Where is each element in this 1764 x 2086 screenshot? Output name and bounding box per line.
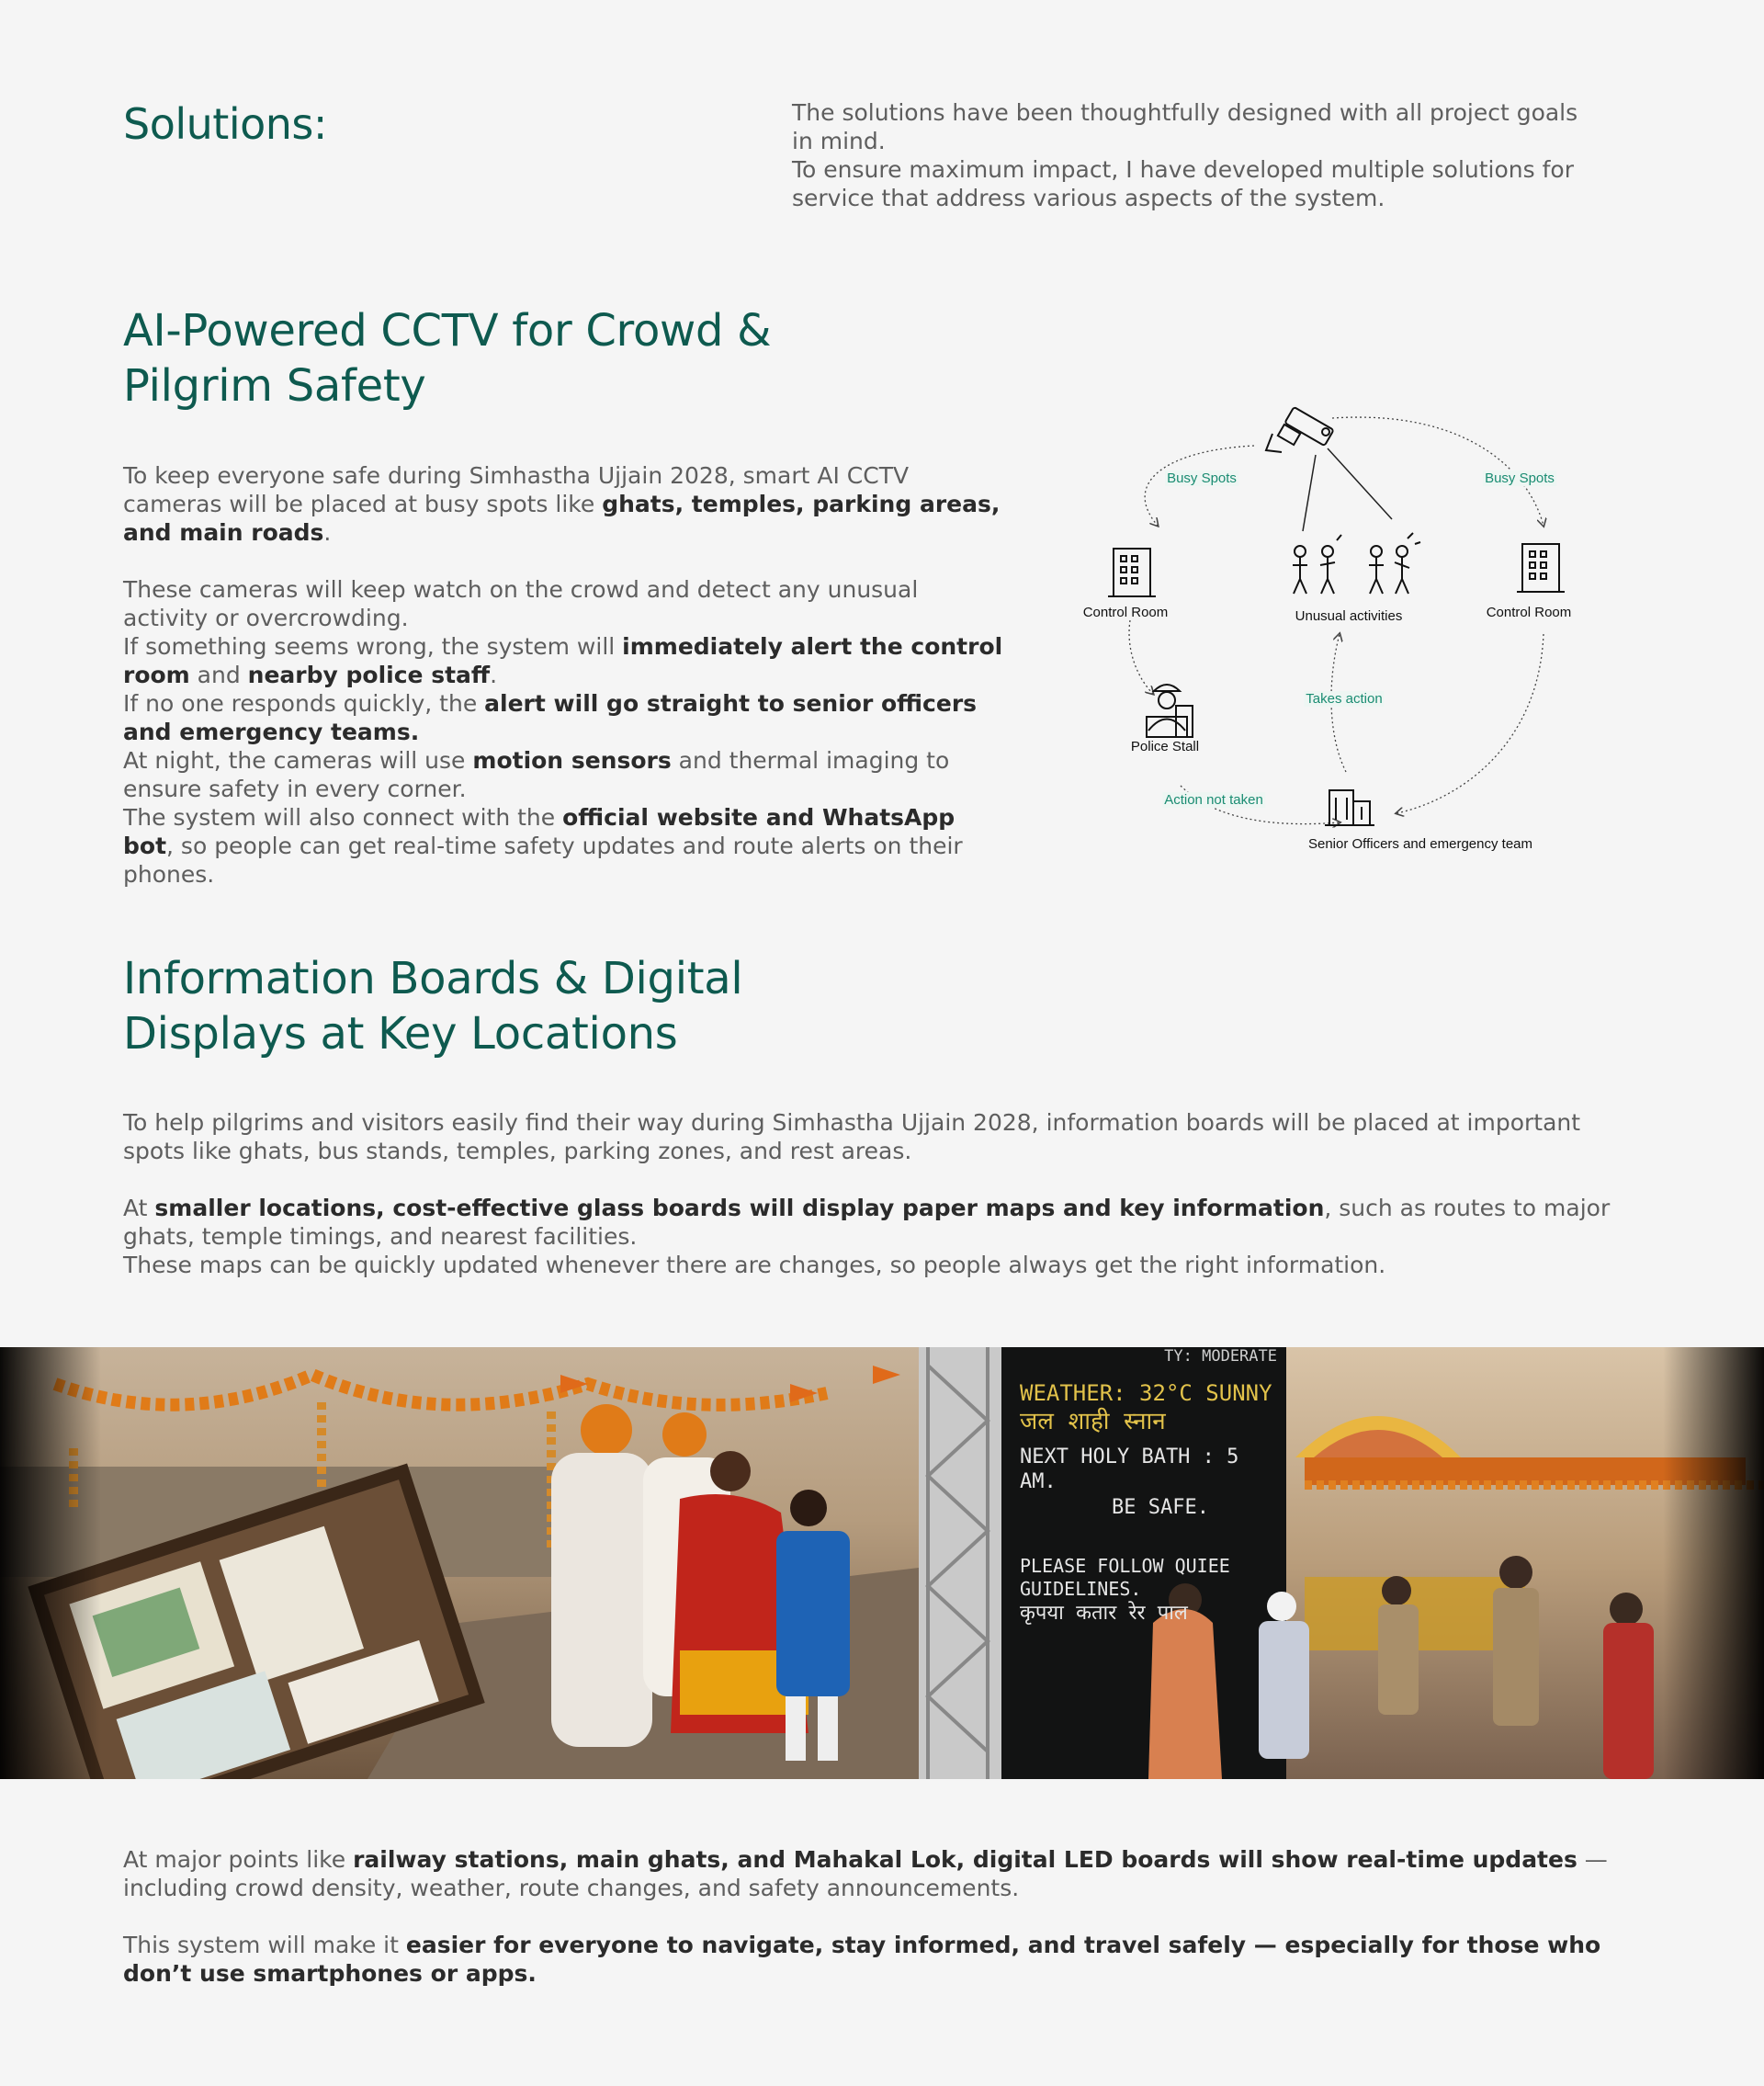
boards-paragraph: To help pilgrims and visitors easily find their way during Simhastha Ujjain 2028, information boards will be placed at important spots like ghats, bus stands, temples, parking zones, and rest areas.: [123, 1109, 1581, 1164]
cctv-paragraph: If no one responds quickly, the alert will go straight to senior officers and emergency teams.: [123, 690, 978, 745]
cctv-heading: AI-Powered CCTV for Crowd & Pilgrim Safety: [123, 305, 772, 412]
cctv-camera-icon: [1266, 407, 1334, 452]
takes-action-label: Takes action: [1306, 691, 1383, 707]
led-line: NEXT HOLY BATH : 5 AM.: [1020, 1445, 1239, 1494]
led-line: TY: MODERATE: [1164, 1347, 1277, 1366]
control-room-right-label: Control Room: [1486, 605, 1572, 620]
cctv-paragraph: At night, the cameras will use motion sensors and thermal imaging to ensure safety in every corner.: [123, 747, 950, 802]
boards-body: [123, 1108, 1648, 1279]
led-line: जल शाही स्नान: [1020, 1408, 1166, 1436]
control-room-left-label: Control Room: [1082, 605, 1169, 620]
led-line: कृपया कतार रेर पाल: [1020, 1602, 1188, 1626]
control-room-left-icon: [1108, 549, 1156, 596]
led-line: BE SAFE.: [1112, 1495, 1209, 1519]
action-not-taken-label: Action not taken: [1164, 792, 1263, 808]
people-activity-icon: [1293, 533, 1420, 594]
closing-paragraph: This system will make it easier for everyone to navigate, stay informed, and travel safely — especially for those who don’t use smartphones or apps.: [123, 1932, 1601, 1987]
led-board-text: [1020, 1347, 1277, 1627]
cctv-flow-diagram: [1066, 404, 1580, 864]
pilgrims-information-board-photo: [0, 1347, 1764, 1779]
senior-officers-icon: [1325, 790, 1374, 825]
senior-officers-label: Senior Officers and emergency team: [1307, 836, 1533, 852]
boards-paragraph: At smaller locations, cost-effective glass boards will display paper maps and key information, such as routes to major ghats, temple timings, and nearest facilities.: [123, 1195, 1611, 1250]
intro-line: The solutions have been thoughtfully designed with all project goals in mind.: [792, 99, 1578, 154]
cctv-paragraph: The system will also connect with the official website and WhatsApp bot, so people can get real-time safety updates and route alerts on their phones.: [123, 804, 963, 888]
boards-heading: Information Boards & Digital Displays at Key Locations: [123, 953, 743, 1060]
unusual-activities-label: Unusual activities: [1295, 608, 1403, 624]
police-stall-icon: [1147, 685, 1193, 737]
solutions-heading: Solutions:: [123, 99, 327, 149]
boards-paragraph: These maps can be quickly updated whenever there are changes, so people always get the right information.: [123, 1252, 1386, 1278]
intro-line: To ensure maximum impact, I have developed multiple solutions for service that address various aspects of the system.: [792, 156, 1574, 211]
closing-body: [123, 1845, 1667, 1988]
solutions-intro: [792, 98, 1600, 212]
busy-spots-left-label: Busy Spots: [1167, 470, 1237, 486]
cctv-body: [123, 461, 1005, 889]
busy-spots-right-label: Busy Spots: [1485, 470, 1555, 486]
led-line: WEATHER: 32°C SUNNY: [1020, 1380, 1272, 1407]
closing-paragraph: At major points like railway stations, main ghats, and Mahakal Lok, digital LED boards will show real-time updates — including crowd density, weather, route changes, and safety announcements.: [123, 1846, 1608, 1901]
led-line: PLEASE FOLLOW QUIEE GUIDELINES.: [1020, 1555, 1230, 1601]
control-room-right-icon: [1517, 544, 1565, 592]
cctv-paragraph: To keep everyone safe during Simhastha Ujjain 2028, smart AI CCTV cameras will be placed at busy spots like ghats, temples, parking areas, and main roads.: [123, 462, 1001, 546]
cctv-paragraph: If something seems wrong, the system will immediately alert the control room and nearby police staff.: [123, 633, 1003, 688]
police-stall-label: Police Stall: [1130, 739, 1200, 754]
cctv-paragraph: These cameras will keep watch on the crowd and detect any unusual activity or overcrowding.: [123, 576, 919, 631]
